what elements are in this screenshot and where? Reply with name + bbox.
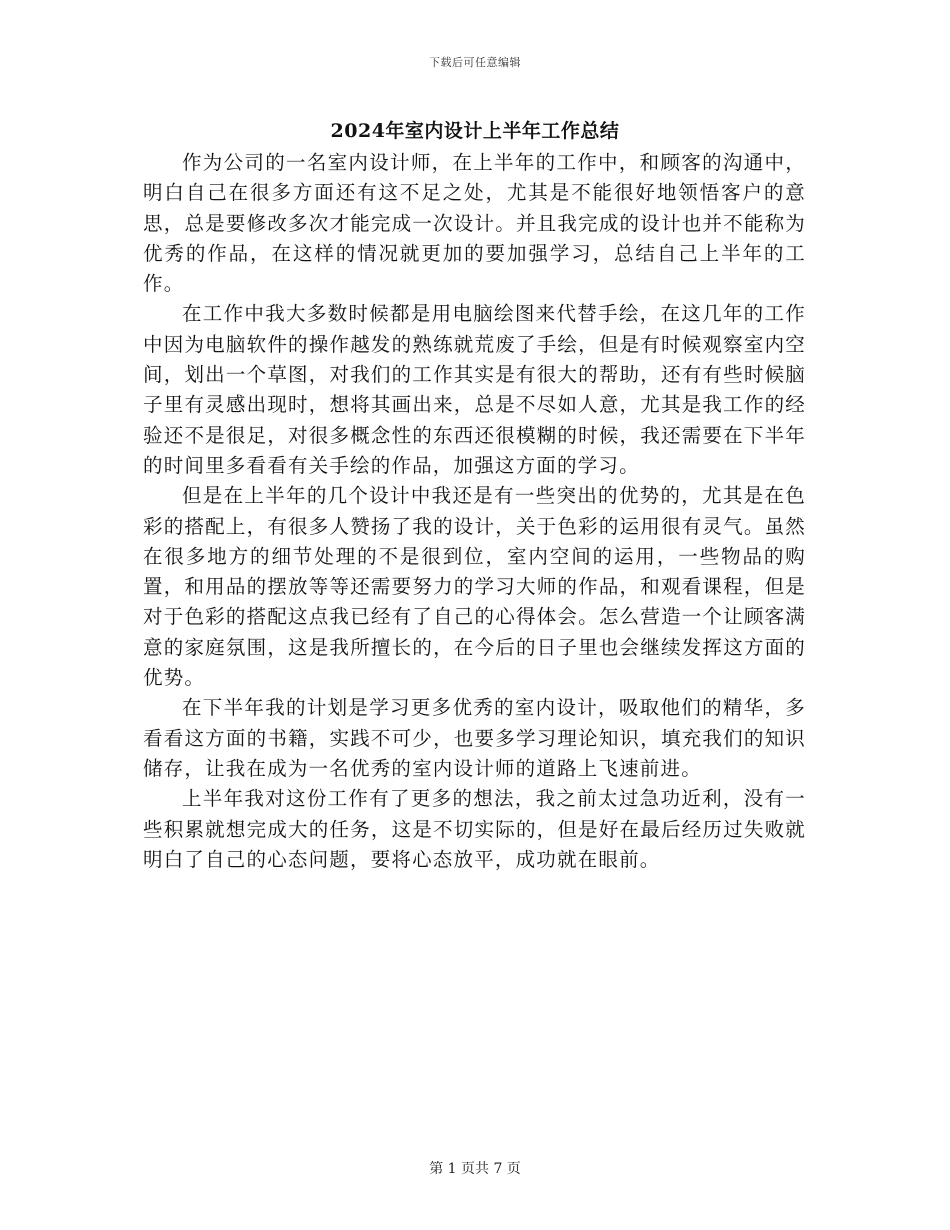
paragraph: 作为公司的一名室内设计师，在上半年的工作中，和顾客的沟通中，明白自己在很多方面还有这不足之处，尤其是不能很好地领悟客户的意思，总是要修改多次才能完成一次设计。并且我完成的设计也并不能称为优秀的作品，在这样的情况就更加的要加强学习，总结自己上半年的工作。 <box>143 151 806 296</box>
page-footer: 第 1 页共 7 页 <box>429 1161 521 1177</box>
paragraph: 在下半年我的计划是学习更多优秀的室内设计，吸取他们的精华，多看看这方面的书籍，实践不可少，也要多学习理论知识，填充我们的知识储存，让我在成为一名优秀的室内设计师的道路上飞速前进。 <box>143 696 806 780</box>
paragraph: 在工作中我大多数时候都是用电脑绘图来代替手绘，在这几年的工作中因为电脑软件的操作越发的熟练就荒废了手绘，但是有时候观察室内空间，划出一个草图，对我们的工作其实是有很大的帮助，还有有些时候脑子里有灵感出现时，想将其画出来，总是不尽如人意，尤其是我工作的经验还不是很足，对很多概念性的东西还很模糊的时候，我还需要在下半年的时间里多看看有关手绘的作品，加强这方面的学习。 <box>143 302 806 477</box>
page-header: 下载后可任意编辑 <box>429 56 521 69</box>
paragraph: 上半年我对这份工作有了更多的想法，我之前太过急功近利，没有一些积累就想完成大的任务，这是不切实际的，但是好在最后经历过失败就明白了自己的心态问题，要将心态放平，成功就在眼前。 <box>143 787 806 871</box>
paragraph: 但是在上半年的几个设计中我还是有一些突出的优势的，尤其是在色彩的搭配上，有很多人赞扬了我的设计，关于色彩的运用很有灵气。虽然在很多地方的细节处理的不是很到位，室内空间的运用，一些物品的购置，和用品的摆放等等还需要努力的学习大师的作品，和观看课程，但是对于色彩的搭配这点我已经有了自己的心得体会。怎么营造一个让顾客满意的家庭氛围，这是我所擅长的，在今后的日子里也会继续发挥这方面的优势。 <box>143 484 806 690</box>
document-body <box>143 148 806 875</box>
document-title: 2024年室内设计上半年工作总结 <box>330 120 620 142</box>
